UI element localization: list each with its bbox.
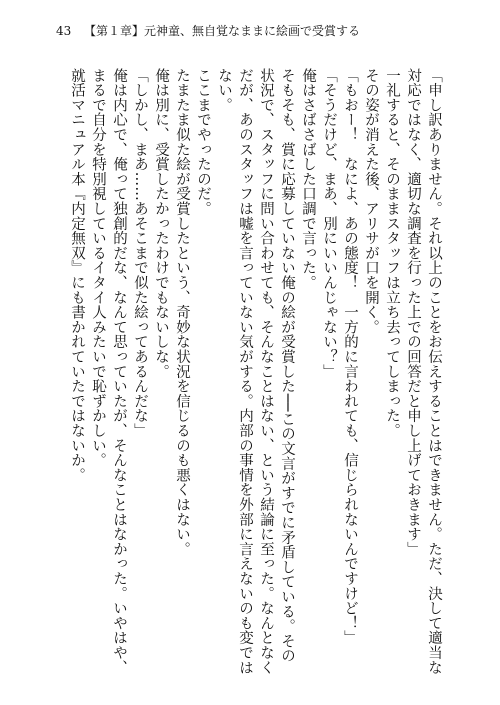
paragraph: 「しかし、まあ……あそこまで似た絵ってあるんだな」 [132, 68, 148, 438]
body-text [49, 68, 444, 678]
page-number: 43 [56, 24, 72, 38]
paragraph: そもそも、賞に応募していない俺の絵が受賞した──この文言がすでに矛盾している。その状況で、スタッフに問い合わせても、そんなことはない、という結論に至った。なんとなくだが、あのスタッフは嘘を言っていない気がする。内部の事情を外部に言えないのも変ではない。 [216, 68, 295, 675]
paragraph: 「もおー！ なによ、あの態度！ 一方的に言われても、信じられないんですけど！」 [342, 68, 358, 646]
running-header: 【第１章】元神童、無自覚なままに絵画で受賞する [84, 24, 361, 38]
paragraph: その姿が消えた後、アリサが口を開く。 [363, 68, 379, 335]
paragraph: 俺は別に、受賞したかったわけでもないしな。 [153, 68, 169, 379]
paragraph: たまたま似た絵が受賞したという、奇妙な状況を信じるのも悪くはない。 [174, 68, 190, 557]
paragraph: 俺は内心で、俺って独創的だな、なんて思っていたが、そんなことはなかった。いやはや、まるで自分を特別視しているイタイ人みたいで恥ずかしい。 [90, 68, 127, 675]
paragraph: 俺はさばさばした口調で言った。 [300, 68, 316, 290]
paragraph: 「申し訳ありません。それ以上のことをお伝えすることはできません。ただ、決して適当な対応ではなく、適切な調査を行った上での回答だと申し上げておきます」 [405, 68, 442, 675]
paragraph: 就活マニュアル本『内定無双』にも書かれていたではないか。 [69, 68, 85, 483]
paragraph: 「そうだけど、まあ、別にいいんじゃない？」 [321, 68, 337, 379]
paragraph: 一礼すると、そのままスタッフは立ち去ってしまった。 [384, 68, 400, 438]
paragraph: ここまでやったのだ。 [195, 68, 211, 216]
